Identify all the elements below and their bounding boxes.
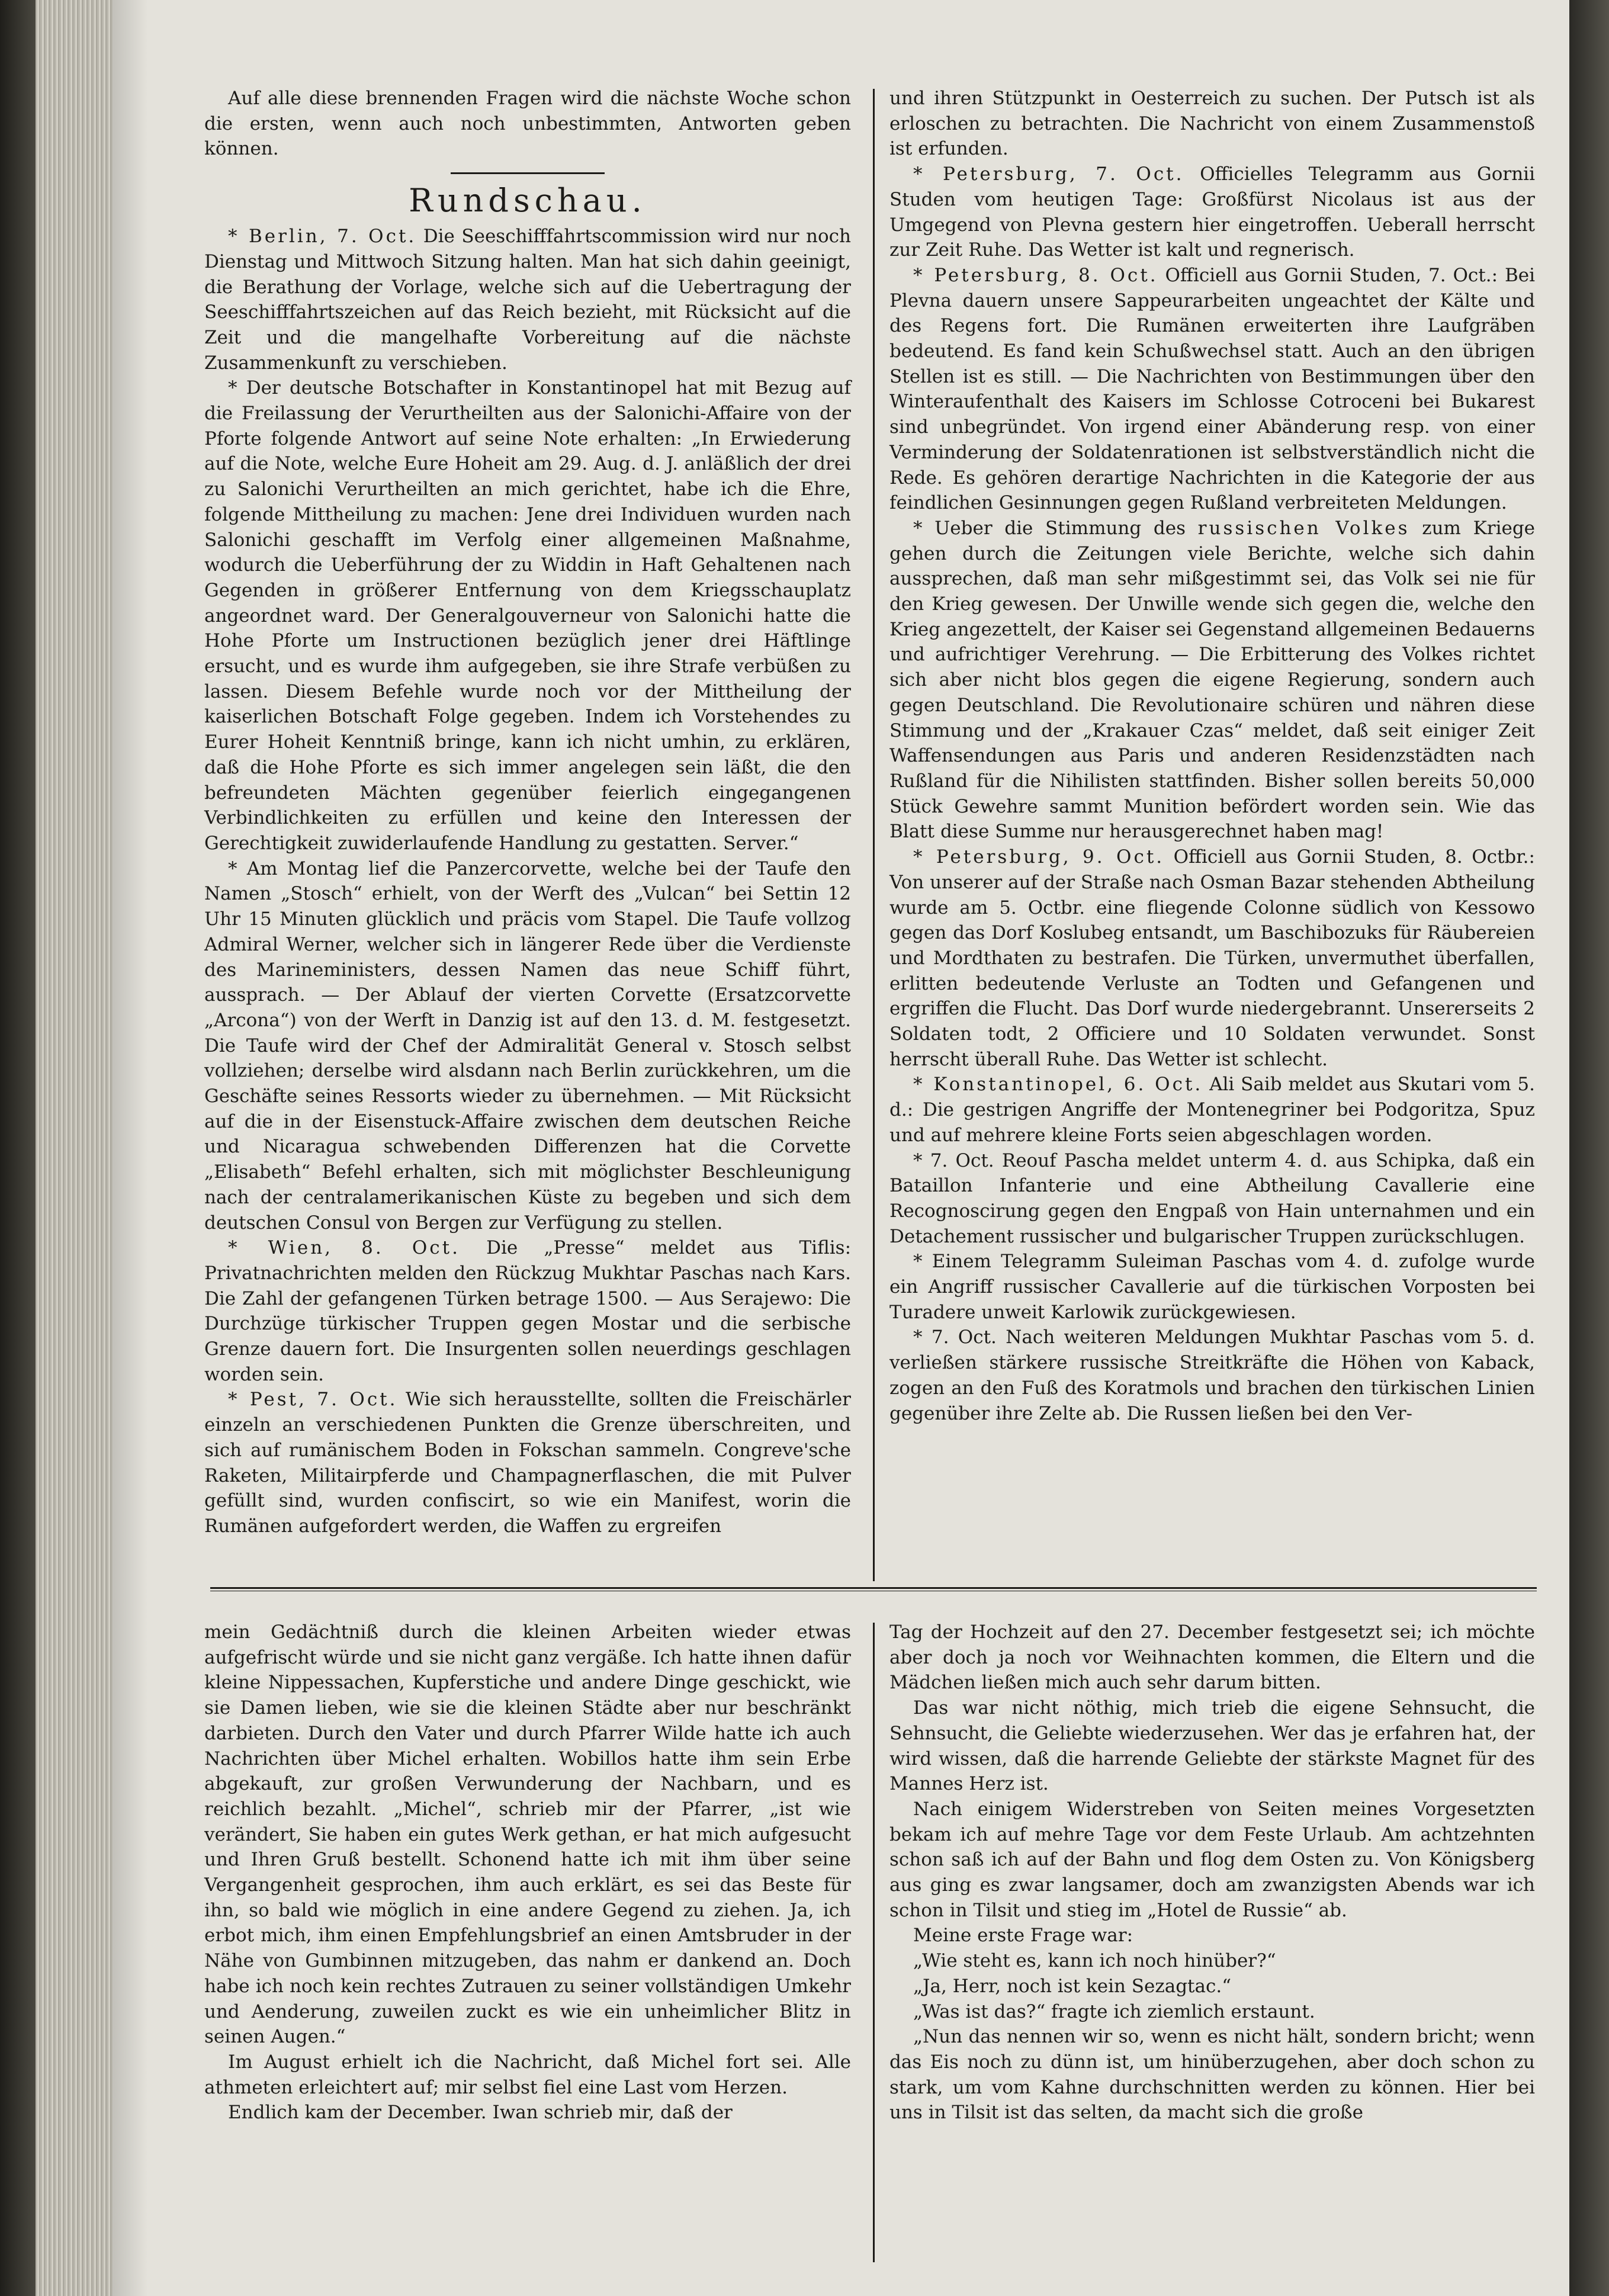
story-paragraph: Im August erhielt ich die Nachricht, daß Michel fort sei. Alle athmeten erleichtert auf; mir selbst fiel eine Last vom Herzen.: [204, 2051, 851, 2098]
news-item: [889, 263, 1535, 516]
spaced-emphasis: russischen Volkes: [1197, 517, 1410, 539]
story-paragraph: Tag der Hochzeit auf den 27. December festgesetzt sei; ich möchte aber doch ja noch vor Weihnachten kommen, die Eltern und die Mädchen ließen mich auch sehr darum bitten.: [889, 1621, 1535, 1694]
news-item: [889, 162, 1535, 263]
upper-right-column: [889, 86, 1535, 1426]
lower-right-column: [889, 1620, 1535, 2125]
news-item: [204, 1387, 851, 1539]
dateline: * Konstantinopel, 6. Oct.: [913, 1074, 1203, 1096]
gutter-shadow: [113, 0, 148, 2296]
section-rule: [451, 172, 605, 174]
news-item: [889, 1072, 1535, 1148]
intro-paragraph: Auf alle diese brennenden Fragen wird die nächste Woche schon die ersten, wenn auch noch unbestimmten, Antworten geben können.: [204, 88, 851, 160]
lower-left-column: [204, 1620, 851, 2125]
dateline: * Berlin, 7. Oct.: [228, 226, 417, 248]
news-text: * Ueber die Stimmung des: [913, 517, 1186, 539]
story-paragraph: Meine erste Frage war:: [913, 1925, 1133, 1947]
dialogue-line: „Wie steht es, kann ich noch hinüber?“: [913, 1950, 1276, 1972]
book-cover-edge: [0, 0, 36, 2296]
news-item: [889, 516, 1535, 844]
story-paragraph: Endlich kam der December. Iwan schrieb mir, daß der: [228, 2102, 733, 2124]
news-text: Officielles Telegramm aus Gornii Studen vom heutigen Tage: Großfürst Nicolaus ist aus der Umgegend von Plevna gestern hier eingetroffen. Ueberall herrscht zur Zeit Ruhe. Das Wetter ist kalt und regnerisch.: [889, 163, 1535, 261]
story-paragraph: Nach einigem Widerstreben von Seiten meines Vorgesetzten bekam ich auf mehre Tage vor dem Feste Urlaub. Am achtzehnten schon saß ich auf der Bahn und flog dem Osten zu. Von Königsberg aus ging es zwar langsamer, doch am zwanzigsten Abends war ich schon in Tilsit und stieg im „Hotel de Russie“ ab.: [889, 1798, 1535, 1921]
news-text: Die „Presse“ meldet aus Tiflis: Privatnachrichten melden den Rückzug Mukhtar Paschas nach Kars. Die Zahl der gefangenen Türken betrage 1500. — Aus Serajewo: Die Durchzüge türkischer Truppen gegen Mostar und die serbische Grenze dauern fort. Die Insurgenten sollen neuerdings geschlagen worden sein.: [204, 1237, 852, 1385]
news-item: * 7. Oct. Nach weiteren Meldungen Mukhtar Paschas vom 5. d. verließen stärkere russische Streitkräfte die Höhen von Kaback, zogen an den Fuß des Koratmols und brachen den türkischen Linien gegenüber ihre Zelte ab. Die Russen ließen bei den Ver-: [889, 1327, 1535, 1424]
section-heading: Rundschau.: [409, 182, 647, 220]
news-item: * Der deutsche Botschafter in Konstantinopel hat mit Bezug auf die Freilassung der Verurtheilten aus der Salonichi-Affaire von der Pforte folgende Antwort auf seine Note erhalten: „In Erwiederung auf die Note, welche Eure Hoheit am 29. Aug. d. J. anläßlich der drei zu Salonichi Verurtheilten an mich gerichtet, habe ich die Ehre, folgende Mittheilung zu machen: Jene drei Individuen wurden nach Salonichi geschafft im Verfolg einer allgemeinen Maßnahme, wodurch die Ueberführung der zu Widdin in Haft Gehaltenen nach Gegenden in größerer Entfernung von dem Kriegsschauplatz angeordnet ward. Der Generalgouverneur von Salonichi hatte die Hohe Pforte um Instructionen bezüglich jener drei Häftlinge ersucht, und es wurde ihm aufgegeben, sie ihre Strafe verbüßen zu lassen. Diesem Befehle wurde noch vor der Mittheilung der kaiserlichen Botschaft Folge gegeben. Indem ich Vorstehendes zu Eurer Hoheit Kenntniß bringe, kann ich nicht umhin, zu erklären, daß die Hohe Pforte es sich immer angelegen sein läßt, die den befreundeten Mächten gegenüber feierlich eingegangenen Verbindlichkeiten zu erfüllen und keine den Interessen der Gerechtigkeit zuwiderlaufende Handlung zu gestatten. Server.“: [204, 377, 851, 854]
dateline: * Petersburg, 8. Oct.: [913, 264, 1158, 286]
news-item: * 7. Oct. Reouf Pascha meldet unterm 4. d. aus Schipka, daß ein Bataillon Infanterie und eine Abtheilung Cavallerie eine Recognoscirung gegen den Engpaß von Hain unternahmen und ein Detachement russischer und bulgarischer Truppen zurückschlugen.: [889, 1149, 1535, 1247]
news-text: Ali Saib meldet aus Skutari vom 5. d.: Die gestrigen Angriffe der Montenegriner bei Podgoritza, Spuz und auf mehrere kleine Forts seien abgeschlagen worden.: [889, 1074, 1535, 1146]
news-item: und ihren Stützpunkt in Oesterreich zu suchen. Der Putsch ist als erloschen zu betrachten. Die Nachricht von einem Zusammenstoß ist erfunden.: [889, 88, 1535, 160]
news-item: [889, 844, 1535, 1072]
news-item: * Am Montag lief die Panzercorvette, welche bei der Taufe den Namen „Stosch“ erhielt, von der Werft des „Vulcan“ bei Settin 12 Uhr 15 Minuten glücklich und präcis vom Stapel. Die Taufe vollzog Admiral Werner, welcher sich in längerer Rede über die Verdienste des Marineministers, dessen Namen das neue Schiff führt, aussprach. — Der Ablauf der vierten Corvette (Ersatzcorvette „Arcona“) von der Werft in Danzig ist auf den 13. d. M. festgesetzt. Die Taufe wird der Chef der Admiralität General v. Stosch selbst vollziehen; derselbe wird alsdann nach Berlin zurückkehren, um die Geschäfte seines Ressorts wieder zu übernehmen. — Mit Rücksicht auf die in der Eisenstuck-Affaire zwischen dem deutschen Reiche und Nicaragua schwebenden Differenzen hat die Corvette „Elisabeth“ Befehl erhalten, sich mit möglichster Beschleunigung nach der centralamerikanischen Küste zu begeben und sich dem deutschen Consul von Bergen zur Verfügung zu stellen.: [204, 858, 851, 1234]
news-item: [204, 1235, 851, 1387]
news-item: [204, 224, 851, 375]
page-stack-edge: [36, 0, 113, 2296]
news-text: Wie sich herausstellte, sollten die Freischärler einzeln an verschiedenen Punkten die Grenze überschreiten, und sich auf rumänischem Boden in Fokschan sammeln. Congreve'sche Raketen, Militairpferde und Champagnerflaschen, die mit Pulver gefüllt sind, wurden confiscirt, so wie ein Manifest, worin die Rumänen aufgefordert werden, die Waffen zu ergreifen: [204, 1389, 851, 1537]
dateline: * Pest, 7. Oct.: [228, 1389, 398, 1411]
column-divider-lower: [873, 1623, 875, 2262]
dialogue-line: „Was ist das?“ fragte ich ziemlich erstaunt.: [913, 2000, 1315, 2022]
news-text: Die Seeschifffahrtscommission wird nur noch Dienstag und Mittwoch Sitzung halten. Man hat sich dahin geeinigt, die Berathung der Vorlage, welche sich auf die Uebertragung der Seeschifffahrtszeichen auf das Reich bezieht, mit Rücksicht auf die Zeit und die mangelhafte Vorbereitung auf die nächste Zusammenkunft zu verschieben.: [204, 226, 851, 374]
news-text: Officiell aus Gornii Studen, 7. Oct.: Bei Plevna dauern unsere Sappeurarbeiten ungeachtet der Kälte und des Regens fort. Die Rumänen erweiterten ihre Laufgräben bedeutend. Es fand kein Schußwechsel statt. Auch an den übrigen Stellen ist es still. — Die Nachrichten von Bestimmungen über den Winteraufenthalt des Kaisers im Schlosse Cotroceni bei Bukarest sind unbegründet. Von irgend einer Abänderung resp. von einer Verminderung der Soldatenrationen ist selbstverständlich nicht die Rede. Es gehören derartige Nachrichten in die Kategorie der aus feindlichen Gesinnungen gegen Rußland verbreiteten Meldungen.: [889, 264, 1535, 514]
dialogue-line: „Nun das nennen wir so, wenn es nicht hält, sondern bricht; wenn das Eis noch zu dünn ist, um hinüberzugehen, aber doch schon zu stark, um vom Kahne durchschnitten werden zu können. Hier bei uns in Tilsit ist das selten, da macht sich die große: [889, 2026, 1535, 2124]
story-paragraph: Das war nicht nöthig, mich trieb die eigene Sehnsucht, die Sehnsucht, die Geliebte wiederzusehen. Wer das je erfahren hat, der wird wissen, daß die harrende Geliebte der stärkste Magnet für des Mannes Herz ist.: [889, 1697, 1535, 1795]
upper-left-column: [204, 86, 851, 1539]
feuilleton-divider: [210, 1587, 1537, 1589]
news-item: * Einem Telegramm Suleiman Paschas vom 4. d. zufolge wurde ein Angriff russischer Cavallerie auf die türkischen Vorposten bei Turadere unweit Karlowik zurückgewiesen.: [889, 1251, 1535, 1323]
dateline: * Petersburg, 9. Oct.: [913, 846, 1165, 868]
next-page-edge: [1569, 0, 1609, 2296]
news-text: zum Kriege gehen durch die Zeitungen viele Berichte, welche sich dahin aussprechen, daß man sehr mißgestimmt sei, das Volk sei nie für den Krieg gewesen. Der Unwille wende sich gegen die, welche den Krieg angezettelt, der Kaiser sei Gegenstand allgemeinen Bedauerns und aufrichtiger Verehrung. — Die Erbitterung des Volkes richtet sich aber nicht blos gegen die eigene Regierung, sondern auch gegen Deutschland. Die Revolutionaire schüren und nähren diese Stimmung und der „Krakauer Czas“ meldet, daß seit einiger Zeit Waffensendungen aus Paris und anderen Residenzstädten nach Rußland für die Nihilisten stattfinden. Bisher sollen bereits 50,000 Stück Gewehre sammt Munition befördert worden sein. Wie das Blatt diese Summe nur herausgerechnet haben mag!: [889, 517, 1536, 843]
dateline: * Petersburg, 7. Oct.: [913, 163, 1184, 185]
story-paragraph: mein Gedächtniß durch die kleinen Arbeiten wieder etwas aufgefrischt würde und sie nicht ganz vergäße. Ich hatte ihnen dafür kleine Nippessachen, Kupferstiche und andere Dinge geschickt, wie sie Damen lieben, wie sie die kleinen Städte aber nur beschränkt darbieten. Durch den Vater und durch Pfarrer Wilde hatte ich auch Nachrichten über Michel erhalten. Wobillos hatte ihm sein Erbe abgekauft, zur großen Verwunderung der Nachbarn, und es reichlich bezahlt. „Michel“, schrieb mir der Pfarrer, „ist wie verändert, Sie haben ein gutes Werk gethan, er hat mich aufgesucht und Ihren Gruß bestellt. Schonend hatte ich mit ihm über seine Vergangenheit gesprochen, ihm auch erklärt, es sei das Beste für ihn, so bald wie möglich in eine andere Gegend zu ziehen. Ja, ich erbot mich, ihm einen Empfehlungsbrief an einen Amtsbruder in der Nähe von Gumbinnen mitzugeben, das nahm er dankend an. Doch habe ich noch kein rechtes Zutrauen zu seiner vollständigen Umkehr und Aenderung, zuweilen zuckt es wie ein unheimlicher Blitz in seinen Augen.“: [204, 1621, 851, 2048]
news-text: Officiell aus Gornii Studen, 8. Octbr.: Von unserer auf der Straße nach Osman Bazar stehenden Abtheilung wurde am 5. Octbr. eine fliegende Colonne südlich von Kessowo gegen das Dorf Koslubeg entsandt, um Baschibozuks für Räubereien und Mordthaten zu bestrafen. Die Türken, unvermuthet überfallen, erlitten bedeutende Verluste an Todten und Gefangenen und ergriffen die Flucht. Das Dorf wurde niedergebrannt. Unsererseits 2 Soldaten todt, 2 Officiere und 10 Soldaten verwundet. Sonst herrscht überall Ruhe. Das Wetter ist schlecht.: [889, 846, 1535, 1070]
column-divider: [873, 89, 875, 1581]
dialogue-line: „Ja, Herr, noch ist kein Sezagtac.“: [913, 1975, 1232, 1997]
dateline: * Wien, 8. Oct.: [228, 1237, 460, 1259]
